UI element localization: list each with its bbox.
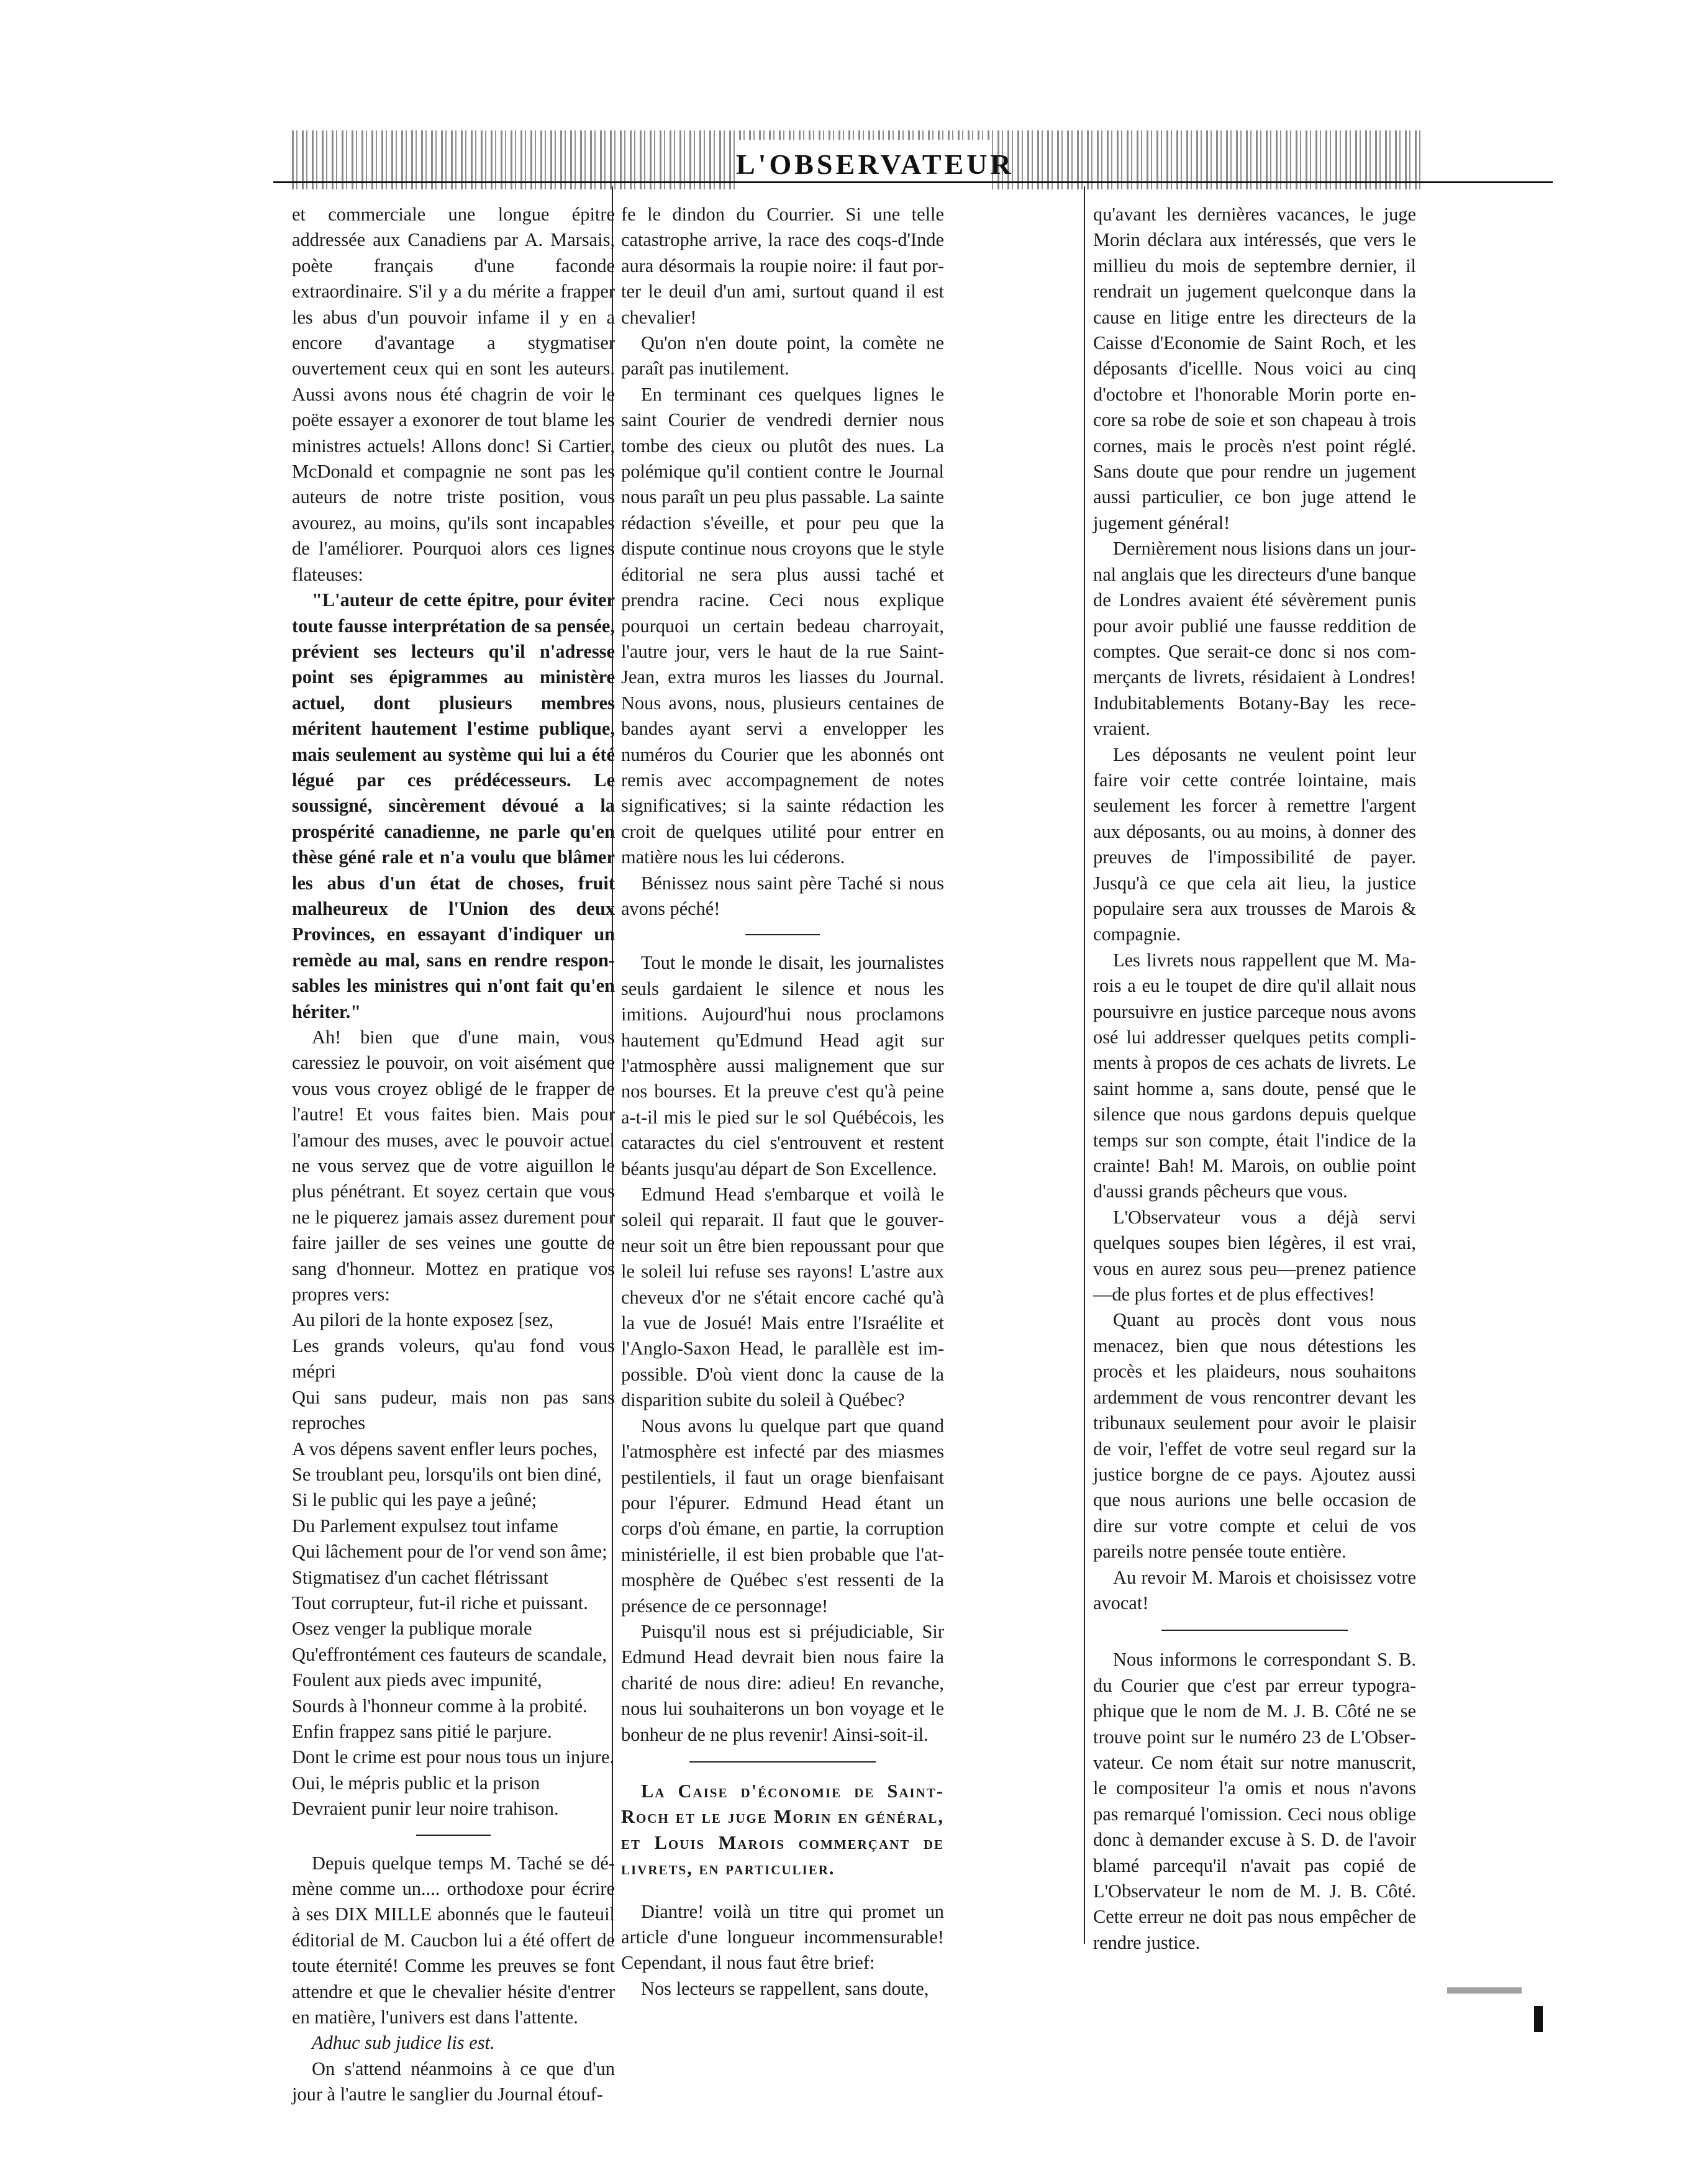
paragraph: L'Observateur vous a déjà servi quelques soupes bien légères, il est vrai, vous en aurez sous peu—prenez patience—de plus fortes et de plus effectives! (1093, 1206, 1416, 1305)
paragraph: Quant au procès dont vous nous menacez, bien que nous détestions les procès et les plaideurs, nous souhaitons ardemment de vous rencontrer devant les tribunaux seulement pour avoir le plaisir de voir, l'effet de votre seul regard sur la justice borgne de ce pays. Ajoutez aussi que nous aurions une belle occasion de dire sur votre compte et celui de vos pareils notre pensée toute entière. (1093, 1309, 1416, 1563)
article-heading: La Caise d'économie de Saint-Roch et le juge Morin en général, et Louis Marois commerçant de livrets, en particulier. (621, 1780, 944, 1879)
paragraph: Puisqu'il nous est si préjudiciable, Sir Edmund Head devrait bien nous faire la charité de nous dire: adieu! En revanche, nous lui souhaiterons un bon voyage et le bonheur de ne plus revenir! Ainsi-soit-il. (621, 1620, 944, 1745)
column-left (292, 202, 615, 2105)
verse-line: Se troublant peu, lorsqu'ils ont bien diné, (292, 1463, 602, 1485)
section-separator (416, 1835, 491, 1836)
ink-smudge (1447, 1987, 1522, 1994)
section-separator (1161, 1630, 1348, 1631)
section-separator (745, 934, 820, 935)
paragraph: On s'attend néanmoins à ce que d'un jour à l'autre le sanglier du Journal étouf- (292, 2058, 615, 2105)
paragraph: En terminant ces quelques lignes le saint Courier de vendredi dernier nous tombe des cieux ou plutôt des nues. La polémique qu'il contient contre le Journal nous paraît un peu plus passable. La sainte rédaction s'éveille, et pour peu que la dispute continue nous croyons que le style éditorial ne sera plus aussi taché et prendra racine. Ceci nous explique pourquoi un certain bedeau charroyait, l'autre jour, vers le haut de la rue Saint-Jean, extra muros les liasses du Journal. Nous avons, nous, plusieurs centaines de bandes ayant servi a envelopper les numéros du Courier que les abonnés ont remis avec accompagnement de notes significatives; si la sainte rédaction les croit de quelques utilité pour entrer en matière nous les lui céderons. (621, 383, 944, 868)
verse-line: Osez venger la publique morale (292, 1618, 532, 1640)
verse-line: Enfin frappez sans pitié le parjure. (292, 1720, 552, 1742)
paragraph: Tout le monde le disait, les journalistes seuls gardaient le silence et nous les imitions. Aujourd'hui nous proclamons hautement qu'Edmund Head agit sur l'atmosphère aussi malignement que sur nos bourses. Et la preuve c'est qu'à peine a-t-il mis le pied sur le sol Québécois, les cataractes du ciel s'entrouvent et restent béants jusqu'au départ de Son Excellence. (621, 952, 944, 1179)
paragraph: Nous informons le correspondant S. B. du Courier que c'est par erreur typographique que le nom de M. J. B. Côté ne se trouve point sur le numéro 23 de L'Observateur. Ce nom était sur notre manuscrit, le compositeur l'a omis et nous n'avons pas remarqué l'omission. Ceci nous oblige donc à demander excuse à S. D. de l'avoir blamé parcequ'il n'avait pas copié de L'Observateur le nom de M. J. B. Côté. Cette erreur ne doit pas nous empêcher de rendre justice. (1093, 1649, 1416, 1953)
paragraph: Adhuc sub judice lis est. (312, 2032, 495, 2054)
paragraph: qu'avant les dernières vacances, le juge Morin déclara aux intéressés, que vers le millieu du mois de septembre dernier, il rendrait un jugement quelconque dans la cause en litige entre les directeurs de la Caisse d'Economie de Saint Roch, et les déposants d'icellle. Nous voici au cinq d'octobre et l'honorable Morin porte encore sa robe de soie et son chapeau à trois cornes, mais le procès n'est point réglé. Sans doute que pour rendre un jugement aussi particulier, ce bon juge attend le jugement général! (1093, 204, 1416, 533)
paragraph: fe le dindon du Courrier. Si une telle catastrophe arrive, la race des coqs-d'Inde aura désormais la roupie noire: il faut porter le deuil d'un ami, surtout quand il est chevalier! (621, 204, 944, 328)
paragraph: Qu'on n'en doute point, la comète ne paraît pas inutilement. (621, 332, 944, 379)
header-rule (273, 181, 1553, 183)
column-middle (621, 202, 944, 1999)
paragraph: Dernièrement nous lisions dans un journal anglais que les directeurs d'une banque de Londres avaient été sévèrement punis pour avoir publié une fausse reddition de comptes. Que serait-ce donc si nos commerçants de livrets, résidaient à Londres! Indubitablements Botany-Bay les recevraient. (1093, 538, 1416, 740)
paragraph: Diantre! voilà un titre qui promet un article d'une longueur incommensurable! Cependant, il nous faut être brief: (621, 1900, 944, 1974)
paragraph: Les déposants ne veulent point leur faire voir cette contrée lointaine, mais seulement les forcer à remettre l'argent aux déposants, ou au moins, à donner des preuves de l'impossibilité de payer. Jusqu'à ce que cela ait lieu, la justice populaire sera aux trousses de Marois & compagnie. (1093, 743, 1416, 945)
verse-line: Au pilori de la honte exposez [sez, (292, 1309, 554, 1331)
paragraph: Les livrets nous rappellent que M. Marois a eu le toupet de dire qu'il allait nous poursuivre en justice parceque nous avons osé lui addresser quelques petits compliments à propos de ces achats de livrets. Le saint homme a, sans doute, pensé que le silence que nous gardons depuis quelque temps sur son compte, était l'indice de la crainte! Bah! M. Marois, on oublie point d'aussi grands pêcheurs que vous. (1093, 949, 1416, 1202)
masthead-title: L'OBSERVATEUR (736, 140, 991, 189)
paragraph: Nos lecteurs se rappellent, sans doute, (641, 1977, 929, 1999)
verse-line: Du Parlement expulsez tout infame (292, 1515, 558, 1536)
verse-line: Dont le crime est pour nous tous un injure. (292, 1746, 615, 1768)
verse-line: Sourds à l'honneur comme à la probité. (292, 1695, 588, 1717)
spacer (621, 1882, 944, 1899)
verse-line: A vos dépens savent enfler leurs poches, (292, 1438, 598, 1459)
verse-line: Qu'effrontément ces fauteurs de scandale, (292, 1643, 607, 1665)
verse-line: Qui lâchement pour de l'or vend son âme; (292, 1541, 607, 1563)
column-right (1093, 202, 1416, 1953)
verse-line: Foulent aux pieds avec impunité, (292, 1669, 542, 1691)
section-separator (689, 1761, 876, 1763)
paragraph: Bénissez nous saint père Taché si nous avons péché! (621, 872, 944, 919)
verse-line: Devraient punir leur noire trahison. (292, 1798, 559, 1820)
paragraph: Nous avons lu quelque part que quand l'atmosphère est infecté par des miasmes pestilentiels, il faut un orage bienfaisant pour l'épurer. Edmund Head étant un corps d'où émane, en partie, la corruption ministérielle, il est bien probable que l'atmosphère de Québec s'est ressenti de la présence de ce personnage! (621, 1415, 944, 1617)
verse-line: Stigmatisez d'un cachet flétrissant (292, 1566, 549, 1588)
verse-line: Tout corrupteur, fut-il riche et puissant. (292, 1592, 588, 1613)
paragraph: "L'auteur de cette épitre, pour éviter toute fausse interprétation de sa pensée, prévient ses lecteurs qu'il n'adresse point ses épigrammes au ministère actuel, dont plusieurs membres méritent hautement l'estime publique, mais seulement au système qui lui a été légué par ces prédécesseurs. Le soussigné, sincèrement dévoué a la prospérité canadienne, ne parle qu'en thèse géné rale et n'a voulu que blâmer les abus d'un état de choses, fruit malheureux de l'Union des deux Provinces, en essayant d'indiquer un remède au mal, sans en rendre responsables les ministres qui n'ont fait qu'en hériter." (292, 589, 615, 1022)
paragraph: Au revoir M. Marois et choisissez votre avocat! (1093, 1566, 1416, 1613)
verse-line: Oui, le mépris public et la prison (292, 1772, 540, 1794)
paragraph: Depuis quelque temps M. Taché se démène comme un.... orthodoxe pour écrire à ses DIX MILLE abonnés que le fauteuil éditorial de M. Caucbon lui a été offert de toute éternité! Comme les preuves se font attendre et que le chevalier hésite d'entrer en matière, l'univers est dans l'attente. (292, 1852, 615, 2028)
column-divider-right (1084, 186, 1085, 1944)
verse-line: Qui sans pudeur, mais non pas sans reproches (292, 1386, 615, 1434)
verse-line: Les grands voleurs, qu'au fond vous mépri (292, 1335, 615, 1382)
corner-ink-mark (1534, 2006, 1543, 2032)
paragraph: Ah! bien que d'une main, vous caressiez le pouvoir, on voit aisément que vous vous croyez obligé de le frapper de l'autre! Et vous faites bien. Mais pour l'amour des muses, avec le pouvoir actuel ne vous servez que de votre aiguillon le plus pénétrant. Et soyez certain que vous ne le piquerez jamais assez durement pour faire jailler de ses veines une goutte de sang d'honneur. Mottez en pratique vos propres vers: (292, 1027, 615, 1305)
paragraph: et commerciale une longue épitre addressée aux Canadiens par A. Marsais, poète français d'une faconde extraordinaire. S'il y a du mérite a frapper les abus d'un pouvoir infame il y en a encore d'avantage a stygmatiser ouvertement ceux qui en sont les auteurs. Aussi avons nous été chagrin de voir le poëte essayer a exonorer de tout blame les ministres actuels! Allons donc! Si Cartier, McDonald et compagnie ne sont pas les auteurs de notre triste position, vous avourez, au moins, qu'ils sont incapables de l'améliorer. Pourquoi alors ces lignes flateuses: (292, 204, 615, 585)
paragraph: Edmund Head s'embarque et voilà le soleil qui reparait. Il faut que le gouverneur soit un être bien repoussant pour que le soleil lui refuse ses rayons! L'astre aux cheveux d'or ne s'était encore caché qu'à la vue de Josué! Mais entre l'Israélite et l'Anglo-Saxon Head, le parallèle est impossible. D'où vient donc la cause de la disparition subite du soleil à Québec? (621, 1184, 944, 1411)
verse-line: Si le public qui les paye a jeûné; (292, 1489, 537, 1511)
